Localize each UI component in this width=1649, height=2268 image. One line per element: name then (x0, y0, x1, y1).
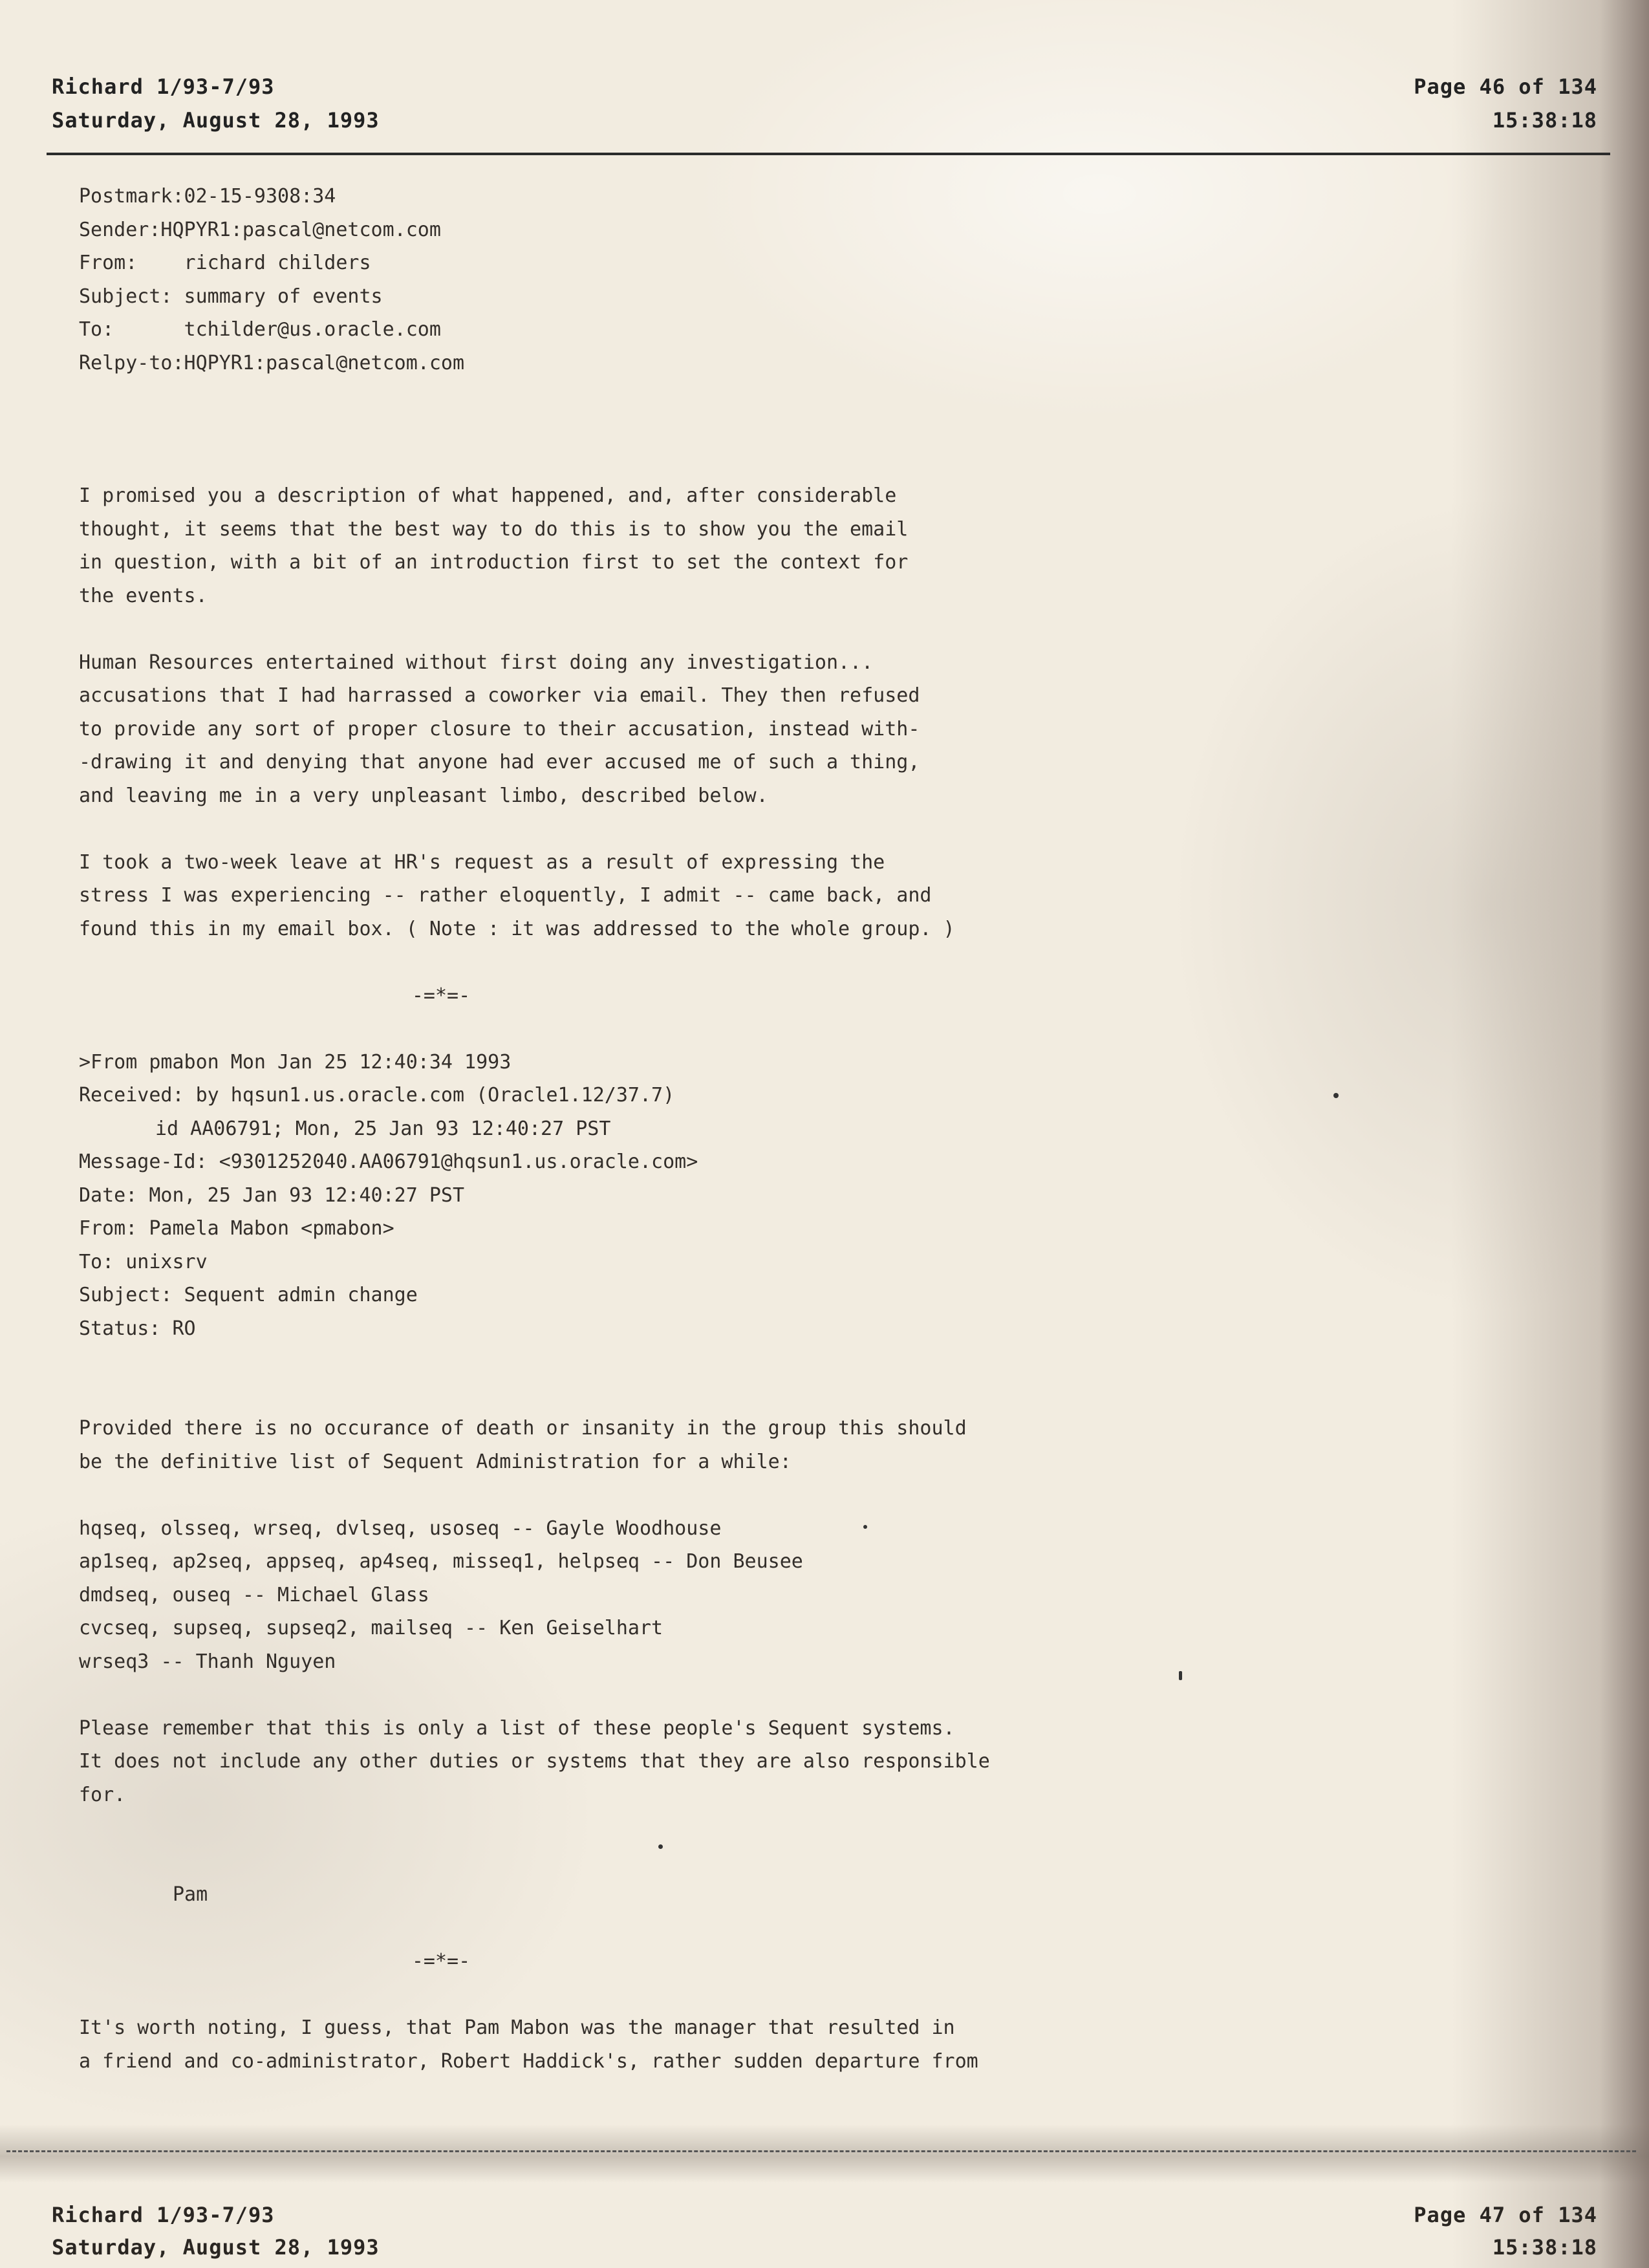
leave-paragraph (79, 846, 1165, 946)
quoted-headers (79, 1046, 1165, 1346)
page-header-left (52, 70, 380, 137)
email-body (79, 180, 1165, 2078)
text-line: found this in my email box. ( Note : it was addressed to the whole group. ) (79, 917, 955, 940)
closing-paragraph (79, 2011, 1165, 2078)
text-line: Human Resources entertained without first doing any investigation... (79, 651, 874, 674)
text-line: and leaving me in a very unpleasant limbo, described below. (79, 784, 768, 807)
list-item: wrseq3 -- Thanh Nguyen (79, 1650, 336, 1673)
header-date: Saturday, August 28, 1993 (52, 108, 380, 133)
page-footer-left (52, 2199, 380, 2263)
text-line: It does not include any other duties or systems that they are also responsible (79, 1750, 990, 1773)
separator: -=*=- (411, 1950, 471, 1972)
list-item: hqseq, olsseq, wrseq, dvlseq, usoseq -- Gayle Woodhouse (79, 1517, 722, 1540)
text-line: in question, with a bit of an introduction first to set the context for (79, 551, 909, 574)
list-item: dmdseq, ouseq -- Michael Glass (79, 1583, 429, 1606)
text-line: be the definitive list of Sequent Administration for a while: (79, 1450, 792, 1473)
footer-title: Richard 1/93-7/93 (52, 2203, 275, 2227)
text-line: I took a two-week leave at HR's request as a result of expressing the (79, 850, 885, 874)
quoted-header-line: id AA06791; Mon, 25 Jan 93 12:40:27 PST (155, 1117, 611, 1140)
admin-list (79, 1512, 1165, 1679)
print-speck (658, 1844, 663, 1849)
page-fold-shadow (0, 2124, 1649, 2183)
provided-paragraph (79, 1412, 1165, 1478)
quoted-header-line: Subject: Sequent admin change (79, 1284, 418, 1306)
text-line: the events. (79, 584, 208, 607)
mail-header-line: Relpy-to:HQPYR1:pascal@netcom.com (79, 351, 465, 374)
page-separator-line (6, 2150, 1636, 2152)
footer-page-number: Page 47 of 134 (1414, 2203, 1597, 2227)
text-line: Please remember that this is only a list of these people's Sequent systems. (79, 1716, 955, 1740)
remember-paragraph (79, 1712, 1165, 1812)
text-line: stress I was experiencing -- rather eloquently, I admit -- came back, and (79, 884, 932, 907)
footer-date: Saturday, August 28, 1993 (52, 2235, 380, 2260)
quoted-header-line: Received: by hqsun1.us.oracle.com (Oracle1.12/37.7) (79, 1084, 675, 1107)
text-line: -drawing it and denying that anyone had ever accused me of such a thing, (79, 751, 920, 773)
print-speck (1333, 1093, 1339, 1098)
intro-paragraph (79, 479, 1165, 612)
header-page-number: Page 46 of 134 (1414, 74, 1597, 99)
quoted-header-line: Message-Id: <9301252040.AA06791@hqsun1.us.oracle.com> (79, 1150, 698, 1173)
text-line: It's worth noting, I guess, that Pam Mabon was the manager that resulted in (79, 2016, 955, 2039)
quoted-header-line: >From pmabon Mon Jan 25 12:40:34 1993 (79, 1050, 512, 1074)
quoted-header-line: To: unixsrv (79, 1250, 208, 1273)
list-item: ap1seq, ap2seq, appseq, ap4seq, misseq1, helpseq -- Don Beusee (79, 1550, 803, 1573)
mail-header-line: Postmark:02-15-9308:34 (79, 185, 336, 208)
mail-header-line: From: richard childers (79, 252, 371, 274)
list-item: cvcseq, supseq, supseq2, mailseq -- Ken Geiselhart (79, 1617, 663, 1639)
text-line: a friend and co-administrator, Robert Haddick's, rather sudden departure from (79, 2049, 978, 2073)
quoted-header-line: Date: Mon, 25 Jan 93 12:40:27 PST (79, 1183, 465, 1207)
text-line: accusations that I had harrassed a coworker via email. They then refused (79, 684, 920, 707)
text-line: Provided there is no occurance of death or insanity in the group this should (79, 1417, 967, 1440)
mail-header-line: To: tchilder@us.oracle.com (79, 318, 441, 341)
print-speck (1179, 1671, 1182, 1680)
text-line: for. (79, 1783, 126, 1806)
mail-header-line: Sender:HQPYR1:pascal@netcom.com (79, 218, 441, 241)
quoted-header-line: From: Pamela Mabon <pmabon> (79, 1217, 394, 1240)
text-line: thought, it seems that the best way to do this is to show you the email (79, 517, 909, 541)
hr-paragraph (79, 646, 1165, 813)
text-line: to provide any sort of proper closure to their accusation, instead with- (79, 717, 920, 740)
page-header-right (1414, 70, 1597, 137)
mail-header-line: Subject: summary of events (79, 285, 383, 308)
quoted-header-line: Status: RO (79, 1317, 196, 1340)
print-speck (863, 1525, 867, 1529)
header-rule (47, 153, 1610, 155)
footer-time: 15:38:18 (1492, 2235, 1597, 2260)
mail-headers (79, 180, 1165, 380)
header-title: Richard 1/93-7/93 (52, 74, 275, 99)
signature: Pam (173, 1883, 208, 1906)
page-footer-right (1414, 2199, 1597, 2263)
text-line: I promised you a description of what happened, and, after considerable (79, 484, 897, 507)
separator: -=*=- (411, 984, 471, 1007)
header-time: 15:38:18 (1492, 108, 1597, 133)
